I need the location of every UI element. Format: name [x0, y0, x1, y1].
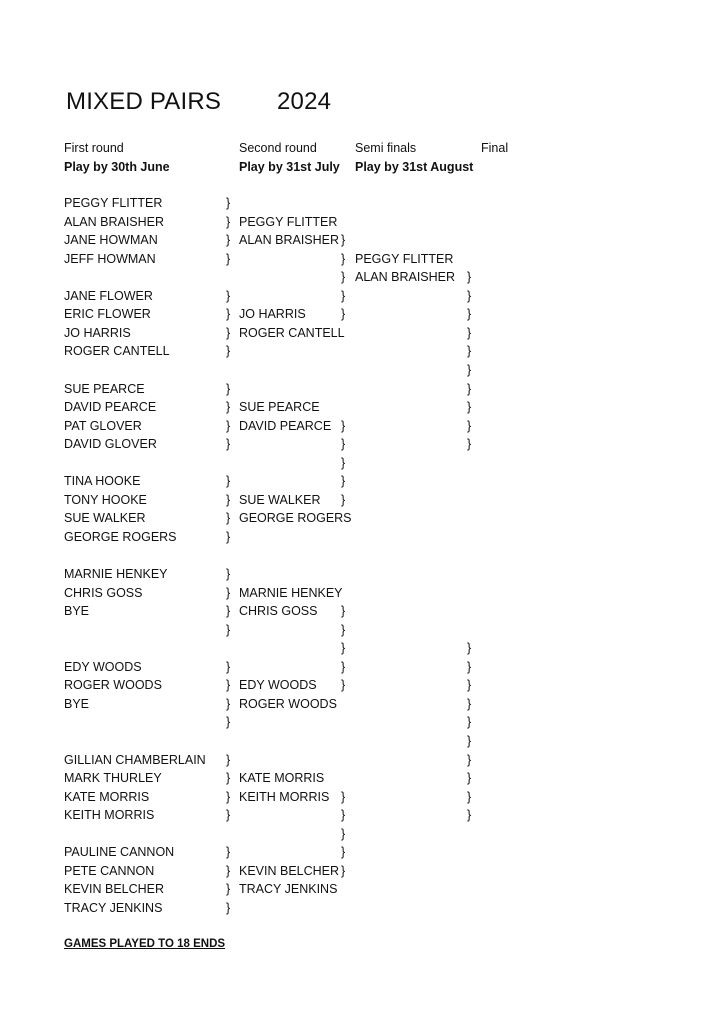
- bracket-brace: }: [467, 382, 472, 396]
- bracket-brace: }: [467, 400, 472, 414]
- bracket-brace: }: [226, 437, 231, 451]
- semi-final-player: ALAN BRAISHER: [355, 270, 456, 284]
- second-round-player: EDY WOODS: [239, 678, 317, 692]
- bracket-brace: }: [226, 233, 231, 247]
- bracket-brace: }: [341, 808, 346, 822]
- first-round-player: SUE WALKER: [64, 511, 146, 525]
- first-round-player: MARK THURLEY: [64, 771, 162, 785]
- second-round-player: GEORGE ROGERS: [239, 511, 352, 525]
- bracket-brace: }: [467, 344, 472, 358]
- bracket-brace: }: [226, 530, 231, 544]
- bracket-brace: }: [226, 289, 231, 303]
- page-title: MIXED PAIRS: [66, 88, 222, 115]
- bracket-brace: }: [467, 270, 472, 284]
- bracket-brace: }: [341, 419, 346, 433]
- bracket-brace: }: [341, 233, 346, 247]
- bracket-brace: }: [341, 641, 346, 655]
- first-round-player: TINA HOOKE: [64, 474, 141, 488]
- first-round-player: MARNIE HENKEY: [64, 567, 168, 581]
- bracket-brace: }: [467, 307, 472, 321]
- second-round-player: JO HARRIS: [239, 307, 306, 321]
- bracket-brace: }: [341, 790, 346, 804]
- col-header-second-round: Second round: [239, 141, 317, 155]
- second-round-player: DAVID PEARCE: [239, 419, 332, 433]
- bracket-brace: }: [341, 678, 346, 692]
- bracket-brace: }: [467, 419, 472, 433]
- first-round-player: PETE CANNON: [64, 864, 155, 878]
- bracket-brace: }: [226, 493, 231, 507]
- bracket-brace: }: [341, 604, 346, 618]
- col-header-semi-finals: Semi finals: [355, 141, 417, 155]
- first-round-player: ROGER CANTELL: [64, 344, 170, 358]
- bracket-brace: }: [226, 586, 231, 600]
- bracket-brace: }: [467, 808, 472, 822]
- second-round-player: KEVIN BELCHER: [239, 864, 340, 878]
- second-round-player: KEITH MORRIS: [239, 790, 330, 804]
- page-year: 2024: [277, 88, 332, 115]
- bracket-brace: }: [226, 808, 231, 822]
- bracket-brace: }: [226, 215, 231, 229]
- second-round-player: SUE PEARCE: [239, 400, 320, 414]
- first-round-player: CHRIS GOSS: [64, 586, 143, 600]
- deadline-first-round: Play by 30th June: [64, 160, 170, 174]
- bracket-brace: }: [341, 864, 346, 878]
- bracket-brace: }: [226, 771, 231, 785]
- bracket-brace: }: [226, 567, 231, 581]
- bracket-brace: }: [226, 864, 231, 878]
- bracket-brace: }: [341, 474, 346, 488]
- second-round-player: ROGER CANTELL: [239, 326, 345, 340]
- bracket-brace: }: [226, 678, 231, 692]
- first-round-player: PEGGY FLITTER: [64, 196, 163, 210]
- bracket-brace: }: [467, 697, 472, 711]
- bracket-brace: }: [226, 196, 231, 210]
- second-round-player: TRACY JENKINS: [239, 882, 338, 896]
- bracket-brace: }: [226, 715, 231, 729]
- bracket-brace: }: [341, 437, 346, 451]
- first-round-player: TRACY JENKINS: [64, 901, 163, 915]
- first-round-player: KEVIN BELCHER: [64, 882, 165, 896]
- bracket-brace: }: [226, 252, 231, 266]
- bracket-brace: }: [341, 493, 346, 507]
- bracket-brace: }: [341, 307, 346, 321]
- bracket-brace: }: [341, 270, 346, 284]
- first-round-player: KATE MORRIS: [64, 790, 150, 804]
- first-round-player: PAT GLOVER: [64, 419, 142, 433]
- first-round-player: TONY HOOKE: [64, 493, 147, 507]
- bracket-brace: }: [341, 660, 346, 674]
- bracket-brace: }: [467, 771, 472, 785]
- deadline-semi-finals: Play by 31st August: [355, 160, 474, 174]
- bracket-brace: }: [341, 827, 346, 841]
- first-round-player: BYE: [64, 697, 90, 711]
- first-round-player: JO HARRIS: [64, 326, 131, 340]
- first-round-player: DAVID GLOVER: [64, 437, 157, 451]
- second-round-player: KATE MORRIS: [239, 771, 325, 785]
- first-round-player: ALAN BRAISHER: [64, 215, 165, 229]
- bracket-brace: }: [226, 660, 231, 674]
- bracket-brace: }: [467, 641, 472, 655]
- first-round-player: JANE HOWMAN: [64, 233, 158, 247]
- bracket-brace: }: [467, 289, 472, 303]
- bracket-brace: }: [226, 326, 231, 340]
- bracket-brace: }: [467, 437, 472, 451]
- bracket-brace: }: [226, 419, 231, 433]
- bracket-brace: }: [341, 252, 346, 266]
- first-round-player: BYE: [64, 604, 90, 618]
- deadline-second-round: Play by 31st July: [239, 160, 340, 174]
- bracket-brace: }: [226, 511, 231, 525]
- first-round-player: JANE FLOWER: [64, 289, 153, 303]
- bracket-brace: }: [467, 715, 472, 729]
- first-round-player: ERIC FLOWER: [64, 307, 151, 321]
- bracket-brace: }: [467, 660, 472, 674]
- col-header-first-round: First round: [64, 141, 124, 155]
- bracket-brace: }: [341, 289, 346, 303]
- bracket-brace: }: [226, 382, 231, 396]
- bracket-brace: }: [226, 344, 231, 358]
- col-header-final: Final: [481, 141, 509, 155]
- bracket-brace: }: [341, 623, 346, 637]
- second-round-player: SUE WALKER: [239, 493, 321, 507]
- bracket-brace: }: [467, 753, 472, 767]
- bracket-brace: }: [226, 790, 231, 804]
- bracket-brace: }: [226, 882, 231, 896]
- first-round-player: ROGER WOODS: [64, 678, 162, 692]
- bracket-brace: }: [467, 678, 472, 692]
- first-round-player: PAULINE CANNON: [64, 845, 175, 859]
- first-round-player: KEITH MORRIS: [64, 808, 155, 822]
- bracket-brace: }: [467, 363, 472, 377]
- bracket-brace: }: [226, 474, 231, 488]
- bracket-brace: }: [226, 623, 231, 637]
- first-round-player: GEORGE ROGERS: [64, 530, 177, 544]
- bracket-brace: }: [226, 697, 231, 711]
- second-round-player: MARNIE HENKEY: [239, 586, 343, 600]
- second-round-player: ROGER WOODS: [239, 697, 337, 711]
- bracket-brace: }: [226, 604, 231, 618]
- semi-final-player: PEGGY FLITTER: [355, 252, 454, 266]
- bracket-brace: }: [226, 845, 231, 859]
- first-round-player: JEFF HOWMAN: [64, 252, 156, 266]
- bracket-brace: }: [467, 734, 472, 748]
- bracket-brace: }: [226, 400, 231, 414]
- second-round-player: ALAN BRAISHER: [239, 233, 340, 247]
- bracket-brace: }: [467, 790, 472, 804]
- first-round-player: GILLIAN CHAMBERLAIN: [64, 753, 206, 767]
- footer-note: GAMES PLAYED TO 18 ENDS: [64, 938, 226, 950]
- bracket-brace: }: [341, 456, 346, 470]
- bracket-brace: }: [226, 307, 231, 321]
- bracket-brace: }: [467, 326, 472, 340]
- first-round-player: SUE PEARCE: [64, 382, 145, 396]
- bracket-brace: }: [341, 845, 346, 859]
- second-round-player: PEGGY FLITTER: [239, 215, 338, 229]
- second-round-player: CHRIS GOSS: [239, 604, 318, 618]
- first-round-player: EDY WOODS: [64, 660, 142, 674]
- first-round-player: DAVID PEARCE: [64, 400, 157, 414]
- bracket-brace: }: [226, 901, 231, 915]
- bracket-brace: }: [226, 753, 231, 767]
